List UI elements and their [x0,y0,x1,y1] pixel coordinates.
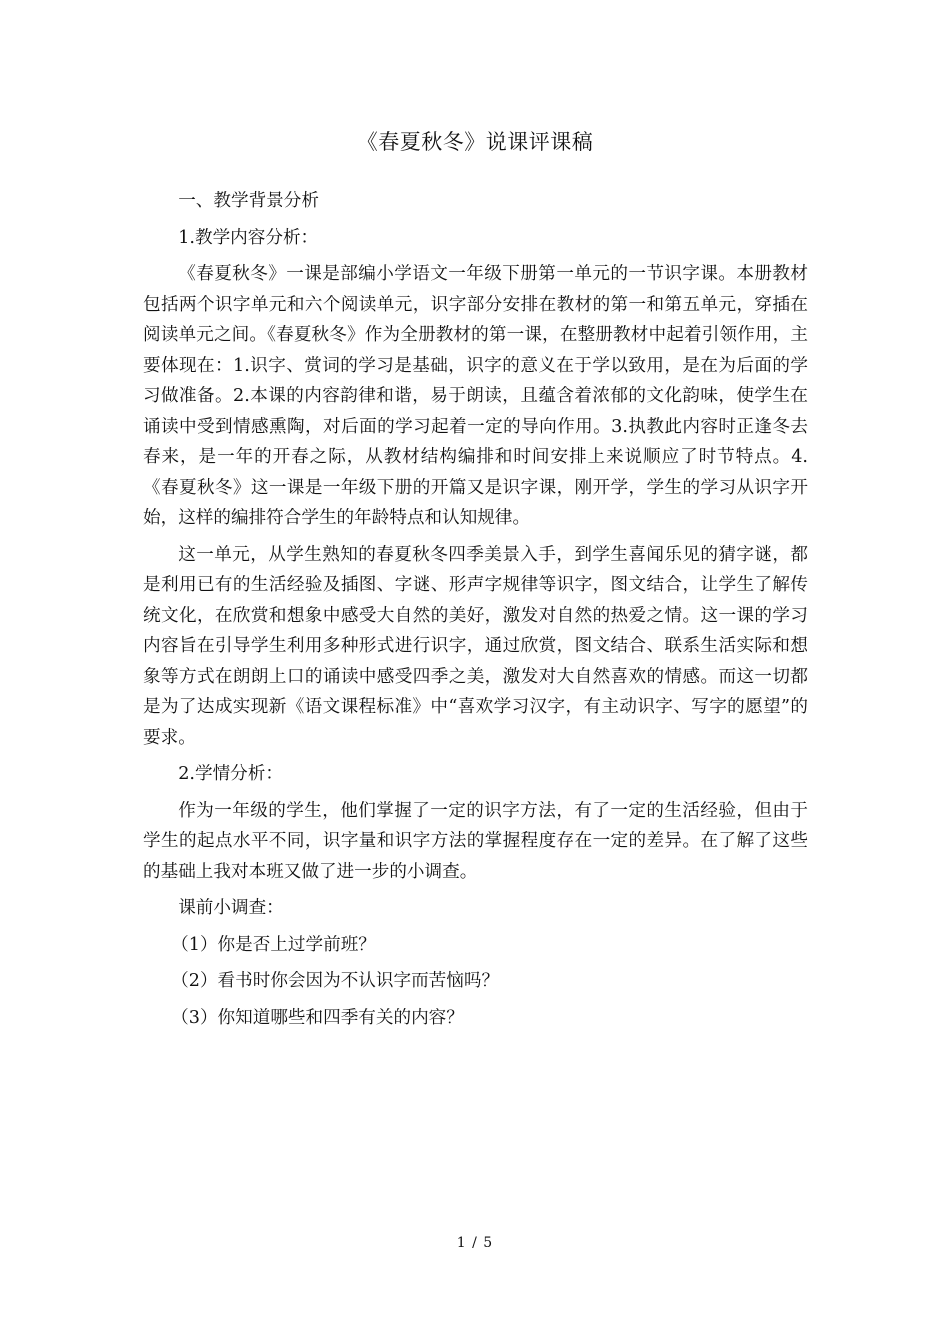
survey-heading: 课前小调查： [178,898,284,918]
section-heading: 一、教学背景分析 [178,191,319,211]
subsection-heading: 1.教学内容分析： [178,227,319,248]
body-paragraph: 作为一年级的学生，他们掌握了一定的识字方法，有了一定的生活经验，但由于学生的起点水平不同，识字量和识字方法的掌握程度存在一定的差异。在了解了这些的基础上我对本班又做了进一步的小调查。 [143,800,808,882]
survey-question: （1）你是否上过学前班？ [171,934,376,955]
page-number: 1 / 5 [456,1235,494,1251]
document-body [143,186,808,1033]
body-paragraph: 这一单元，从学生熟知的春夏秋冬四季美景入手，到学生喜闻乐见的猜字谜，都是利用已有的生活经验及插图、字谜、形声字规律等识字，图文结合，让学生了解传统文化，在欣赏和想象中感受大自然的美好，激发对自然的热爱之情。这一课的学习内容旨在引导学生利用多种形式进行识字，通过欣赏，图文结合、联系生活实际和想象等方式在朗朗上口的诵读中感受四季之美，激发对大自然喜欢的情感。而这一切都是为了达成实现新《语文课程标准》中“喜欢学习汉字，有主动识字、写字的愿望”的要求。 [143,544,808,748]
survey-question: （3）你知道哪些和四季有关的内容？ [171,1007,464,1028]
subsection-heading: 2.学情分析： [178,764,283,784]
body-paragraph: 《春夏秋冬》一课是部编小学语文一年级下册第一单元的一节识字课。本册教材包括两个识字单元和六个阅读单元，识字部分安排在教材的第一和第五单元，穿插在阅读单元之间。《春夏秋冬》作为全册教材的第一课，在整册教材中起着引领作用，主要体现在：1.识字、赏词的学习是基础，识字的意义在于学以致用，是在为后面的学习做准备。2.本课的内容韵律和谐，易于朗读，且蕴含着浓郁的文化韵味，使学生在诵读中受到情感熏陶，对后面的学习起着一定的导向作用。3.执教此内容时正逢冬去春来，是一年的开春之际，从教材结构编排和时间安排上来说顺应了时节特点。4.《春夏秋冬》这一课是一年级下册的开篇又是识字课，刚开学，学生的学习从识字开始，这样的编排符合学生的年龄特点和认知规律。 [143,264,808,528]
document-title: 《春夏秋冬》说课评课稿 [356,130,594,154]
survey-question: （2）看书时你会因为不认识字而苦恼吗？ [171,971,500,991]
